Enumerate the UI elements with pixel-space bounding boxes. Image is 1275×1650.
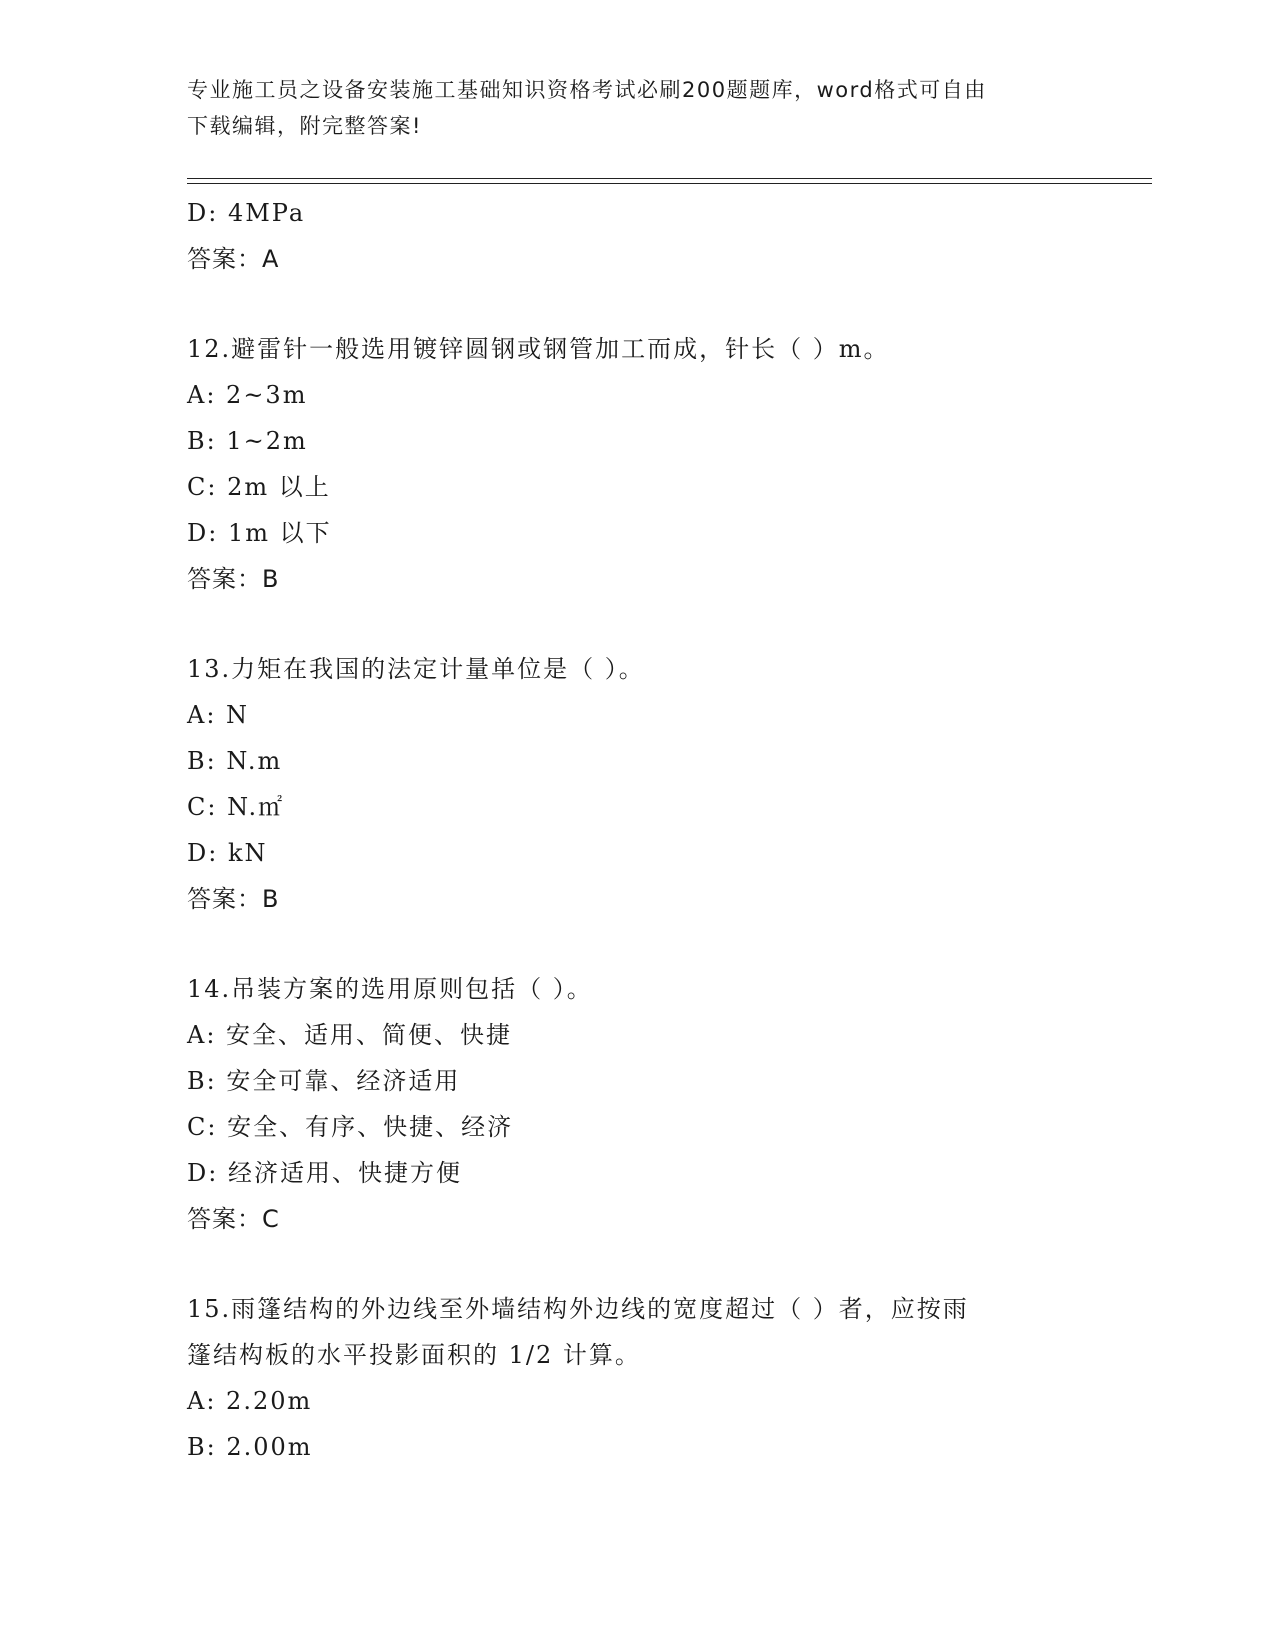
option-a: A: 2~3m — [187, 381, 308, 409]
answer: 答案：B — [187, 565, 280, 593]
spacer — [187, 602, 1147, 646]
option-c: C: 安全、有序、快捷、经济 — [187, 1113, 514, 1141]
question-stem-line-1: 15.雨篷结构的外边线至外墙结构外边线的宽度超过（ ）者，应按雨 — [187, 1295, 969, 1323]
question-stem: 12.避雷针一般选用镀锌圆钢或钢管加工而成，针长（ ）m。 — [187, 335, 890, 363]
option-a: A: 2.20m — [187, 1387, 313, 1415]
header-line-1: 专业施工员之设备安装施工基础知识资格考试必刷200题题库，word格式可自由 — [187, 78, 987, 102]
option-c: C: 2m 以上 — [187, 473, 331, 501]
question-14 — [187, 966, 1147, 1242]
question-stem: 14.吊装方案的选用原则包括（ ）。 — [187, 975, 593, 1003]
option-c: C: N.㎡ — [187, 793, 285, 821]
question-12 — [187, 326, 1147, 602]
answer: 答案：C — [187, 1205, 280, 1233]
option-d: D: 4MPa — [187, 199, 306, 227]
option-a: A: N — [187, 701, 250, 729]
spacer — [187, 1242, 1147, 1286]
spacer — [187, 922, 1147, 966]
spacer — [187, 282, 1147, 326]
option-d: D: 经济适用、快捷方便 — [187, 1159, 462, 1187]
answer: 答案：A — [187, 245, 280, 273]
question-stem-line-2: 篷结构板的水平投影面积的 1/2 计算。 — [187, 1341, 641, 1369]
option-b: B: 2.00m — [187, 1433, 313, 1461]
header-divider-top — [187, 178, 1152, 179]
question-13 — [187, 646, 1147, 922]
header-divider-bottom — [187, 183, 1152, 184]
answer: 答案：B — [187, 885, 280, 913]
header-line-2: 下载编辑，附完整答案! — [187, 114, 422, 138]
question-list — [187, 190, 1147, 1470]
option-d: D: kN — [187, 839, 268, 867]
document-header — [187, 72, 1067, 144]
question-stem: 13.力矩在我国的法定计量单位是（ ）。 — [187, 655, 645, 683]
option-b: B: 安全可靠、经济适用 — [187, 1067, 461, 1095]
question-15 — [187, 1286, 1147, 1470]
option-b: B: N.m — [187, 747, 283, 775]
previous-question-tail — [187, 190, 1147, 282]
option-a: A: 安全、适用、简便、快捷 — [187, 1021, 513, 1049]
option-d: D: 1m 以下 — [187, 519, 332, 547]
option-b: B: 1~2m — [187, 427, 308, 455]
